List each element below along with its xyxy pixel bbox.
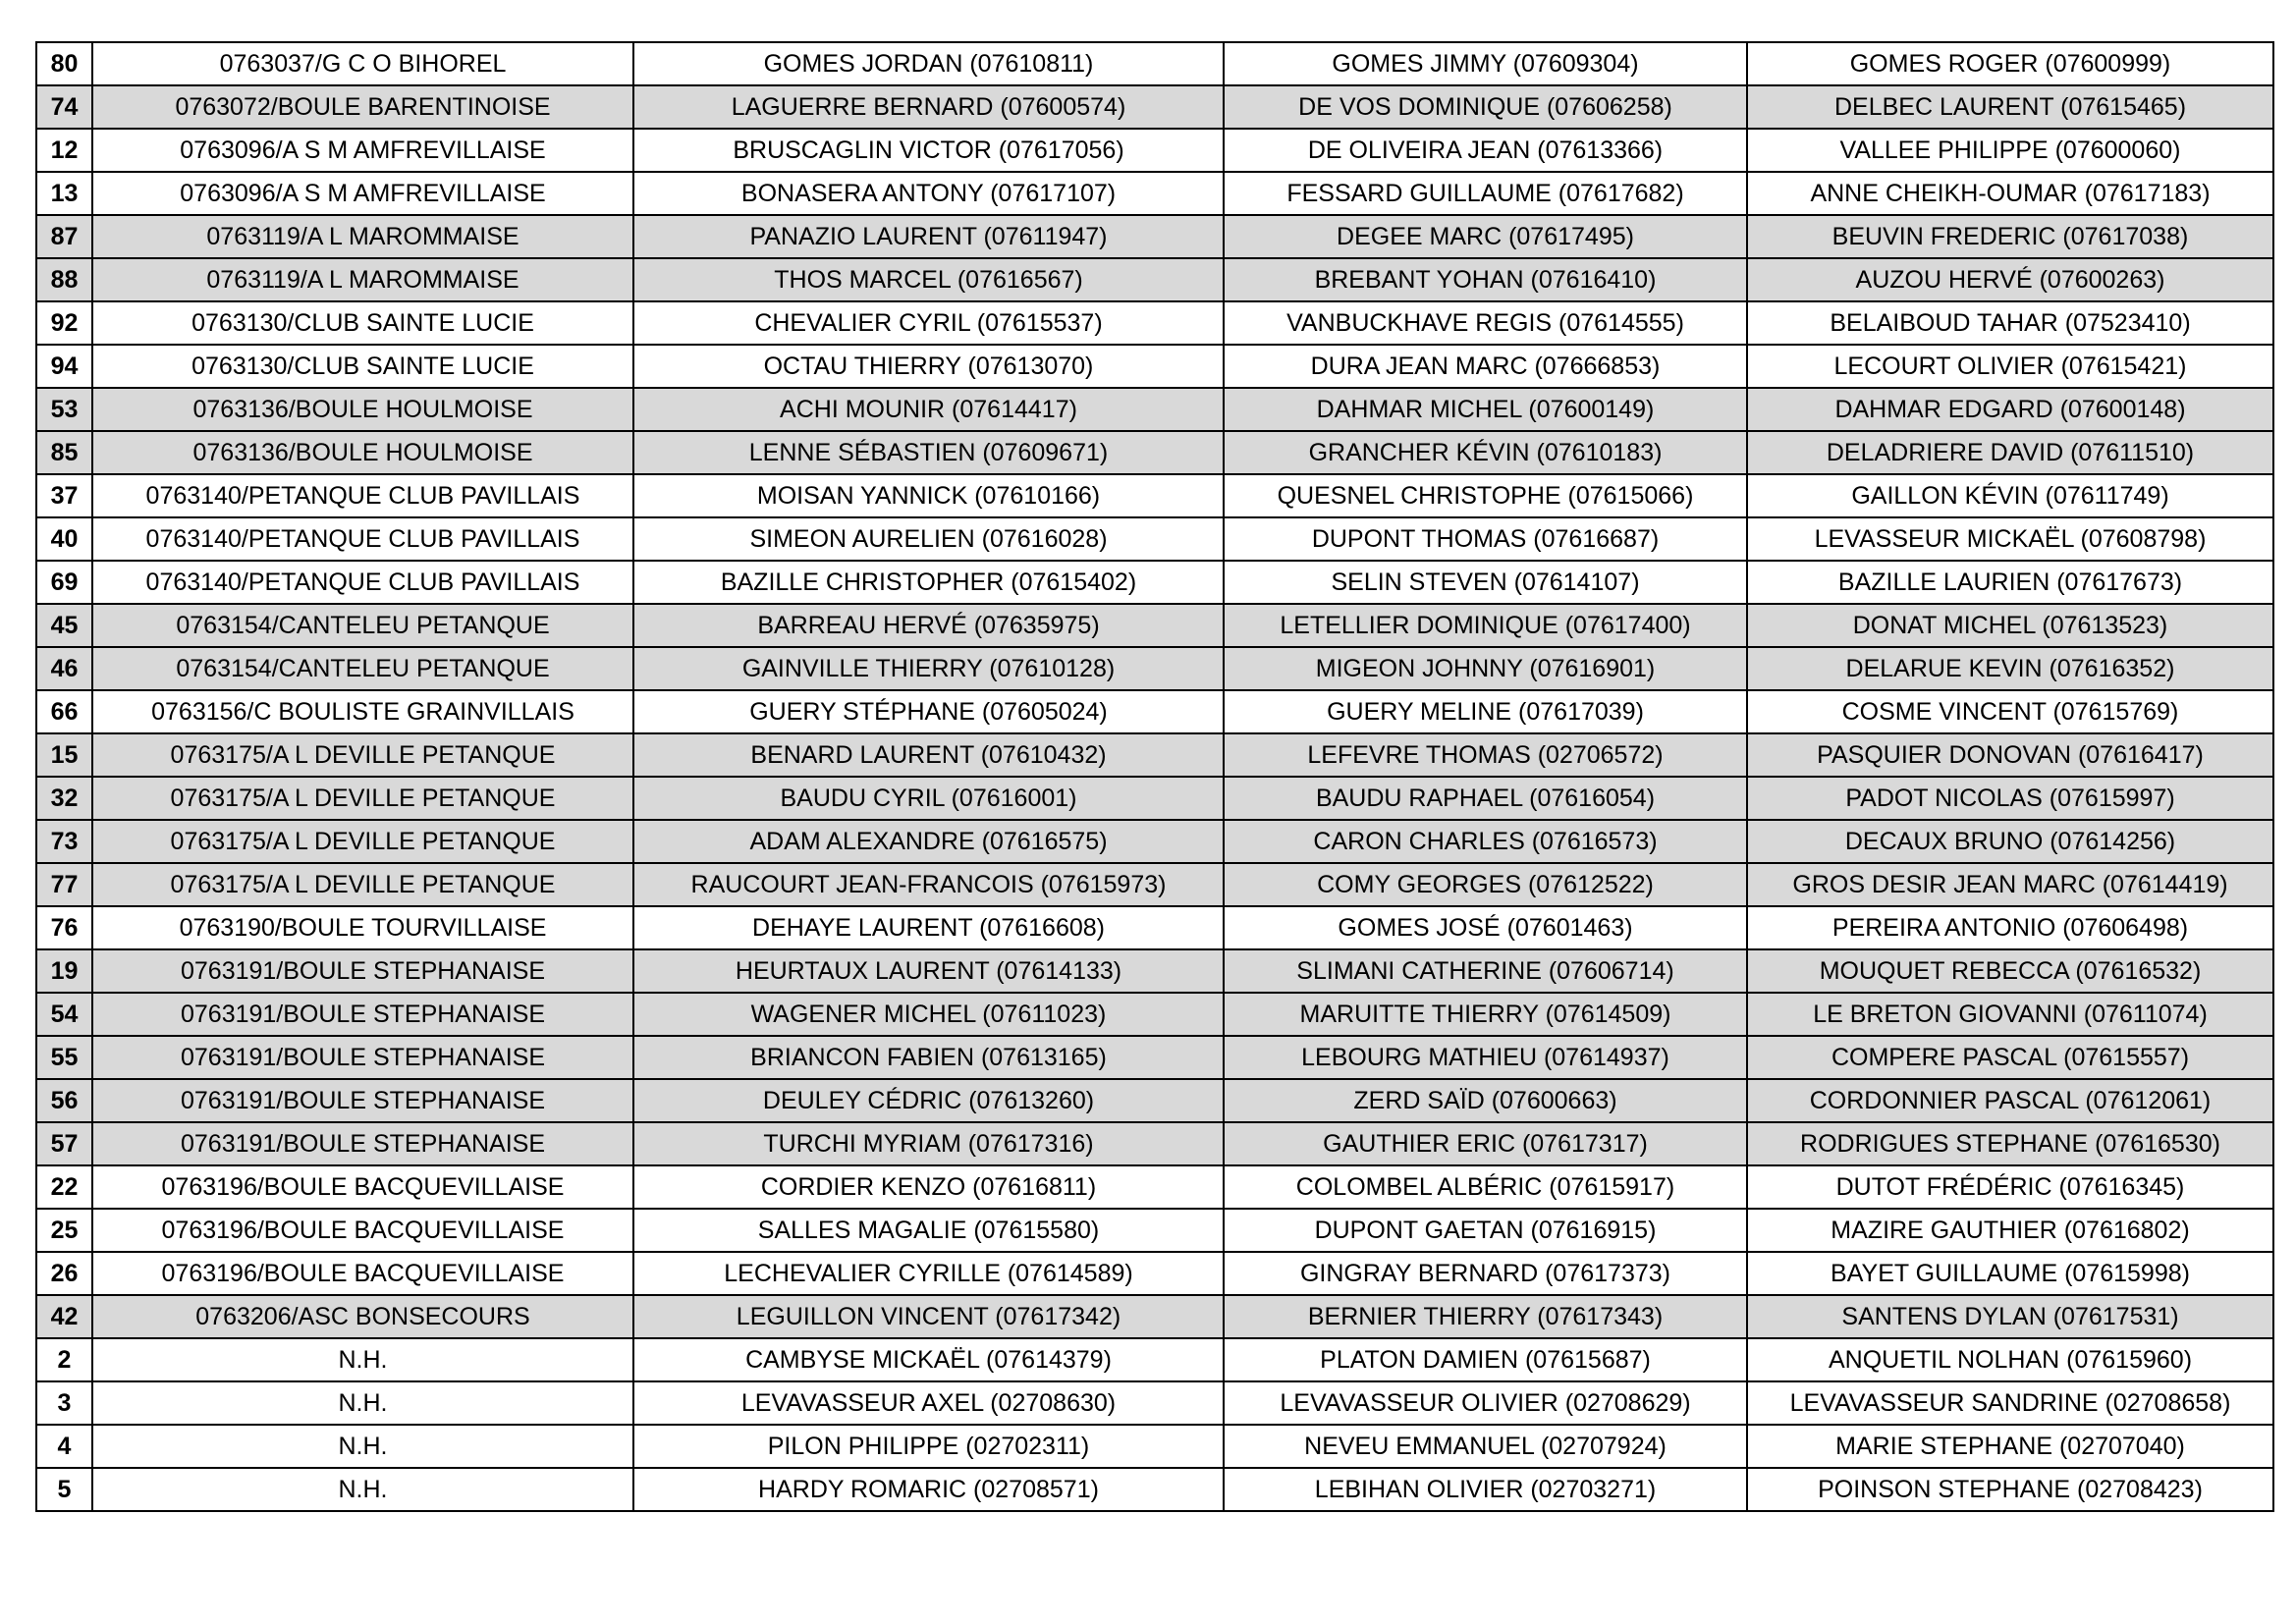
team-number-cell: 80: [36, 42, 92, 85]
player-1-cell: WAGENER MICHEL (07611023): [633, 993, 1224, 1036]
player-3-cell: LE BRETON GIOVANNI (07611074): [1747, 993, 2273, 1036]
team-row: [36, 172, 2273, 215]
player-3-cell: COMPERE PASCAL (07615557): [1747, 1036, 2273, 1079]
player-3-cell: DELARUE KEVIN (07616352): [1747, 647, 2273, 690]
team-number-cell: 94: [36, 345, 92, 388]
player-2-cell: MARUITTE THIERRY (07614509): [1224, 993, 1747, 1036]
player-2-cell: SELIN STEVEN (07614107): [1224, 561, 1747, 604]
club-cell: N.H.: [92, 1468, 633, 1511]
team-row: [36, 517, 2273, 561]
player-3-cell: MAZIRE GAUTHIER (07616802): [1747, 1209, 2273, 1252]
team-row: [36, 301, 2273, 345]
player-2-cell: LETELLIER DOMINIQUE (07617400): [1224, 604, 1747, 647]
club-cell: 0763096/A S M AMFREVILLAISE: [92, 172, 633, 215]
player-2-cell: GINGRAY BERNARD (07617373): [1224, 1252, 1747, 1295]
club-cell: 0763156/C BOULISTE GRAINVILLAIS: [92, 690, 633, 733]
team-number-cell: 55: [36, 1036, 92, 1079]
player-1-cell: HARDY ROMARIC (02708571): [633, 1468, 1224, 1511]
player-1-cell: DEULEY CÉDRIC (07613260): [633, 1079, 1224, 1122]
player-2-cell: VANBUCKHAVE REGIS (07614555): [1224, 301, 1747, 345]
player-3-cell: VALLEE PHILIPPE (07600060): [1747, 129, 2273, 172]
player-2-cell: DAHMAR MICHEL (07600149): [1224, 388, 1747, 431]
player-1-cell: THOS MARCEL (07616567): [633, 258, 1224, 301]
club-cell: 0763140/PETANQUE CLUB PAVILLAIS: [92, 517, 633, 561]
player-3-cell: POINSON STEPHANE (02708423): [1747, 1468, 2273, 1511]
club-cell: 0763175/A L DEVILLE PETANQUE: [92, 733, 633, 777]
team-row: [36, 733, 2273, 777]
player-2-cell: SLIMANI CATHERINE (07606714): [1224, 949, 1747, 993]
team-list-table: [35, 41, 2274, 1512]
club-cell: 0763119/A L MAROMMAISE: [92, 258, 633, 301]
player-1-cell: MOISAN YANNICK (07610166): [633, 474, 1224, 517]
team-row: [36, 1425, 2273, 1468]
player-3-cell: DELADRIERE DAVID (07611510): [1747, 431, 2273, 474]
team-row: [36, 42, 2273, 85]
team-row: [36, 561, 2273, 604]
player-2-cell: DUPONT THOMAS (07616687): [1224, 517, 1747, 561]
club-cell: 0763140/PETANQUE CLUB PAVILLAIS: [92, 561, 633, 604]
club-cell: 0763119/A L MAROMMAISE: [92, 215, 633, 258]
player-2-cell: ZERD SAÏD (07600663): [1224, 1079, 1747, 1122]
team-row: [36, 993, 2273, 1036]
team-number-cell: 76: [36, 906, 92, 949]
player-1-cell: PILON PHILIPPE (02702311): [633, 1425, 1224, 1468]
team-row: [36, 1079, 2273, 1122]
team-row: [36, 1338, 2273, 1381]
player-1-cell: BARREAU HERVÉ (07635975): [633, 604, 1224, 647]
team-row: [36, 258, 2273, 301]
player-1-cell: GOMES JORDAN (07610811): [633, 42, 1224, 85]
club-cell: 0763191/BOULE STEPHANAISE: [92, 1036, 633, 1079]
club-cell: 0763196/BOULE BACQUEVILLAISE: [92, 1209, 633, 1252]
club-cell: N.H.: [92, 1381, 633, 1425]
player-2-cell: LEBIHAN OLIVIER (02703271): [1224, 1468, 1747, 1511]
club-cell: 0763136/BOULE HOULMOISE: [92, 388, 633, 431]
player-3-cell: LEVASSEUR MICKAËL (07608798): [1747, 517, 2273, 561]
team-row: [36, 388, 2273, 431]
team-number-cell: 45: [36, 604, 92, 647]
club-cell: 0763191/BOULE STEPHANAISE: [92, 949, 633, 993]
player-1-cell: BRUSCAGLIN VICTOR (07617056): [633, 129, 1224, 172]
player-2-cell: DEGEE MARC (07617495): [1224, 215, 1747, 258]
team-row: [36, 1165, 2273, 1209]
player-1-cell: RAUCOURT JEAN-FRANCOIS (07615973): [633, 863, 1224, 906]
player-1-cell: DEHAYE LAURENT (07616608): [633, 906, 1224, 949]
player-3-cell: BAYET GUILLAUME (07615998): [1747, 1252, 2273, 1295]
team-number-cell: 19: [36, 949, 92, 993]
team-row: [36, 647, 2273, 690]
team-number-cell: 42: [36, 1295, 92, 1338]
player-2-cell: NEVEU EMMANUEL (02707924): [1224, 1425, 1747, 1468]
player-1-cell: LAGUERRE BERNARD (07600574): [633, 85, 1224, 129]
team-number-cell: 4: [36, 1425, 92, 1468]
player-1-cell: BENARD LAURENT (07610432): [633, 733, 1224, 777]
team-row: [36, 690, 2273, 733]
player-2-cell: LEFEVRE THOMAS (02706572): [1224, 733, 1747, 777]
player-3-cell: DECAUX BRUNO (07614256): [1747, 820, 2273, 863]
team-number-cell: 88: [36, 258, 92, 301]
player-2-cell: DE OLIVEIRA JEAN (07613366): [1224, 129, 1747, 172]
team-number-cell: 25: [36, 1209, 92, 1252]
player-2-cell: FESSARD GUILLAUME (07617682): [1224, 172, 1747, 215]
team-row: [36, 1252, 2273, 1295]
club-cell: 0763154/CANTELEU PETANQUE: [92, 647, 633, 690]
team-number-cell: 26: [36, 1252, 92, 1295]
team-number-cell: 32: [36, 777, 92, 820]
player-3-cell: BEUVIN FREDERIC (07617038): [1747, 215, 2273, 258]
team-number-cell: 40: [36, 517, 92, 561]
player-3-cell: PASQUIER DONOVAN (07616417): [1747, 733, 2273, 777]
player-1-cell: ACHI MOUNIR (07614417): [633, 388, 1224, 431]
team-row: [36, 215, 2273, 258]
team-number-cell: 37: [36, 474, 92, 517]
team-number-cell: 87: [36, 215, 92, 258]
team-number-cell: 56: [36, 1079, 92, 1122]
club-cell: 0763175/A L DEVILLE PETANQUE: [92, 863, 633, 906]
player-2-cell: DURA JEAN MARC (07666853): [1224, 345, 1747, 388]
player-2-cell: GOMES JIMMY (07609304): [1224, 42, 1747, 85]
team-number-cell: 74: [36, 85, 92, 129]
team-row: [36, 129, 2273, 172]
club-cell: 0763175/A L DEVILLE PETANQUE: [92, 820, 633, 863]
player-3-cell: LEVAVASSEUR SANDRINE (02708658): [1747, 1381, 2273, 1425]
team-number-cell: 77: [36, 863, 92, 906]
player-3-cell: DELBEC LAURENT (07615465): [1747, 85, 2273, 129]
team-list-table-wrap: [35, 41, 2272, 1512]
team-number-cell: 3: [36, 1381, 92, 1425]
team-number-cell: 73: [36, 820, 92, 863]
team-number-cell: 46: [36, 647, 92, 690]
player-3-cell: RODRIGUES STEPHANE (07616530): [1747, 1122, 2273, 1165]
player-2-cell: QUESNEL CHRISTOPHE (07615066): [1224, 474, 1747, 517]
club-cell: 0763191/BOULE STEPHANAISE: [92, 1122, 633, 1165]
team-row: [36, 474, 2273, 517]
team-number-cell: 85: [36, 431, 92, 474]
player-1-cell: PANAZIO LAURENT (07611947): [633, 215, 1224, 258]
team-number-cell: 15: [36, 733, 92, 777]
player-3-cell: ANQUETIL NOLHAN (07615960): [1747, 1338, 2273, 1381]
player-3-cell: GOMES ROGER (07600999): [1747, 42, 2273, 85]
player-1-cell: HEURTAUX LAURENT (07614133): [633, 949, 1224, 993]
player-3-cell: LECOURT OLIVIER (07615421): [1747, 345, 2273, 388]
player-1-cell: SALLES MAGALIE (07615580): [633, 1209, 1224, 1252]
team-number-cell: 5: [36, 1468, 92, 1511]
team-number-cell: 2: [36, 1338, 92, 1381]
team-list-body: [36, 42, 2273, 1511]
player-1-cell: LENNE SÉBASTIEN (07609671): [633, 431, 1224, 474]
player-2-cell: BREBANT YOHAN (07616410): [1224, 258, 1747, 301]
player-3-cell: PEREIRA ANTONIO (07606498): [1747, 906, 2273, 949]
player-1-cell: CORDIER KENZO (07616811): [633, 1165, 1224, 1209]
player-3-cell: DAHMAR EDGARD (07600148): [1747, 388, 2273, 431]
club-cell: N.H.: [92, 1338, 633, 1381]
player-2-cell: DE VOS DOMINIQUE (07606258): [1224, 85, 1747, 129]
player-3-cell: DONAT MICHEL (07613523): [1747, 604, 2273, 647]
player-3-cell: SANTENS DYLAN (07617531): [1747, 1295, 2273, 1338]
team-row: [36, 1036, 2273, 1079]
player-2-cell: LEVAVASSEUR OLIVIER (02708629): [1224, 1381, 1747, 1425]
player-1-cell: BAUDU CYRIL (07616001): [633, 777, 1224, 820]
club-cell: N.H.: [92, 1425, 633, 1468]
player-1-cell: BONASERA ANTONY (07617107): [633, 172, 1224, 215]
player-1-cell: GUERY STÉPHANE (07605024): [633, 690, 1224, 733]
club-cell: 0763175/A L DEVILLE PETANQUE: [92, 777, 633, 820]
team-number-cell: 92: [36, 301, 92, 345]
team-row: [36, 1468, 2273, 1511]
team-row: [36, 1209, 2273, 1252]
player-3-cell: GAILLON KÉVIN (07611749): [1747, 474, 2273, 517]
club-cell: 0763136/BOULE HOULMOISE: [92, 431, 633, 474]
team-row: [36, 1122, 2273, 1165]
team-number-cell: 12: [36, 129, 92, 172]
team-row: [36, 777, 2273, 820]
player-1-cell: GAINVILLE THIERRY (07610128): [633, 647, 1224, 690]
player-1-cell: BAZILLE CHRISTOPHER (07615402): [633, 561, 1224, 604]
player-3-cell: CORDONNIER PASCAL (07612061): [1747, 1079, 2273, 1122]
club-cell: 0763191/BOULE STEPHANAISE: [92, 993, 633, 1036]
player-1-cell: SIMEON AURELIEN (07616028): [633, 517, 1224, 561]
player-2-cell: LEBOURG MATHIEU (07614937): [1224, 1036, 1747, 1079]
club-cell: 0763130/CLUB SAINTE LUCIE: [92, 345, 633, 388]
team-number-cell: 13: [36, 172, 92, 215]
player-1-cell: TURCHI MYRIAM (07617316): [633, 1122, 1224, 1165]
player-2-cell: GUERY MELINE (07617039): [1224, 690, 1747, 733]
club-cell: 0763196/BOULE BACQUEVILLAISE: [92, 1252, 633, 1295]
player-1-cell: LEGUILLON VINCENT (07617342): [633, 1295, 1224, 1338]
club-cell: 0763191/BOULE STEPHANAISE: [92, 1079, 633, 1122]
club-cell: 0763190/BOULE TOURVILLAISE: [92, 906, 633, 949]
player-1-cell: ADAM ALEXANDRE (07616575): [633, 820, 1224, 863]
club-cell: 0763037/G C O BIHOREL: [92, 42, 633, 85]
team-row: [36, 1381, 2273, 1425]
team-row: [36, 431, 2273, 474]
club-cell: 0763130/CLUB SAINTE LUCIE: [92, 301, 633, 345]
player-3-cell: MOUQUET REBECCA (07616532): [1747, 949, 2273, 993]
player-2-cell: COMY GEORGES (07612522): [1224, 863, 1747, 906]
player-1-cell: LEVAVASSEUR AXEL (02708630): [633, 1381, 1224, 1425]
player-3-cell: COSME VINCENT (07615769): [1747, 690, 2273, 733]
player-2-cell: DUPONT GAETAN (07616915): [1224, 1209, 1747, 1252]
player-3-cell: AUZOU HERVÉ (07600263): [1747, 258, 2273, 301]
club-cell: 0763072/BOULE BARENTINOISE: [92, 85, 633, 129]
team-row: [36, 345, 2273, 388]
club-cell: 0763154/CANTELEU PETANQUE: [92, 604, 633, 647]
club-cell: 0763196/BOULE BACQUEVILLAISE: [92, 1165, 633, 1209]
team-row: [36, 820, 2273, 863]
player-2-cell: GRANCHER KÉVIN (07610183): [1224, 431, 1747, 474]
team-row: [36, 863, 2273, 906]
player-1-cell: CAMBYSE MICKAËL (07614379): [633, 1338, 1224, 1381]
player-2-cell: GOMES JOSÉ (07601463): [1224, 906, 1747, 949]
team-number-cell: 66: [36, 690, 92, 733]
team-row: [36, 1295, 2273, 1338]
team-row: [36, 906, 2273, 949]
player-2-cell: BAUDU RAPHAEL (07616054): [1224, 777, 1747, 820]
club-cell: 0763206/ASC BONSECOURS: [92, 1295, 633, 1338]
team-row: [36, 85, 2273, 129]
player-2-cell: BERNIER THIERRY (07617343): [1224, 1295, 1747, 1338]
player-2-cell: MIGEON JOHNNY (07616901): [1224, 647, 1747, 690]
player-2-cell: PLATON DAMIEN (07615687): [1224, 1338, 1747, 1381]
player-3-cell: ANNE CHEIKH-OUMAR (07617183): [1747, 172, 2273, 215]
player-2-cell: GAUTHIER ERIC (07617317): [1224, 1122, 1747, 1165]
player-1-cell: OCTAU THIERRY (07613070): [633, 345, 1224, 388]
club-cell: 0763140/PETANQUE CLUB PAVILLAIS: [92, 474, 633, 517]
player-3-cell: PADOT NICOLAS (07615997): [1747, 777, 2273, 820]
player-1-cell: BRIANCON FABIEN (07613165): [633, 1036, 1224, 1079]
player-3-cell: GROS DESIR JEAN MARC (07614419): [1747, 863, 2273, 906]
player-1-cell: LECHEVALIER CYRILLE (07614589): [633, 1252, 1224, 1295]
player-3-cell: BAZILLE LAURIEN (07617673): [1747, 561, 2273, 604]
player-3-cell: DUTOT FRÉDÉRIC (07616345): [1747, 1165, 2273, 1209]
team-number-cell: 53: [36, 388, 92, 431]
team-number-cell: 22: [36, 1165, 92, 1209]
player-2-cell: CARON CHARLES (07616573): [1224, 820, 1747, 863]
player-2-cell: COLOMBEL ALBÉRIC (07615917): [1224, 1165, 1747, 1209]
team-row: [36, 604, 2273, 647]
team-number-cell: 57: [36, 1122, 92, 1165]
club-cell: 0763096/A S M AMFREVILLAISE: [92, 129, 633, 172]
team-number-cell: 69: [36, 561, 92, 604]
player-3-cell: MARIE STEPHANE (02707040): [1747, 1425, 2273, 1468]
team-row: [36, 949, 2273, 993]
team-number-cell: 54: [36, 993, 92, 1036]
player-3-cell: BELAIBOUD TAHAR (07523410): [1747, 301, 2273, 345]
player-1-cell: CHEVALIER CYRIL (07615537): [633, 301, 1224, 345]
